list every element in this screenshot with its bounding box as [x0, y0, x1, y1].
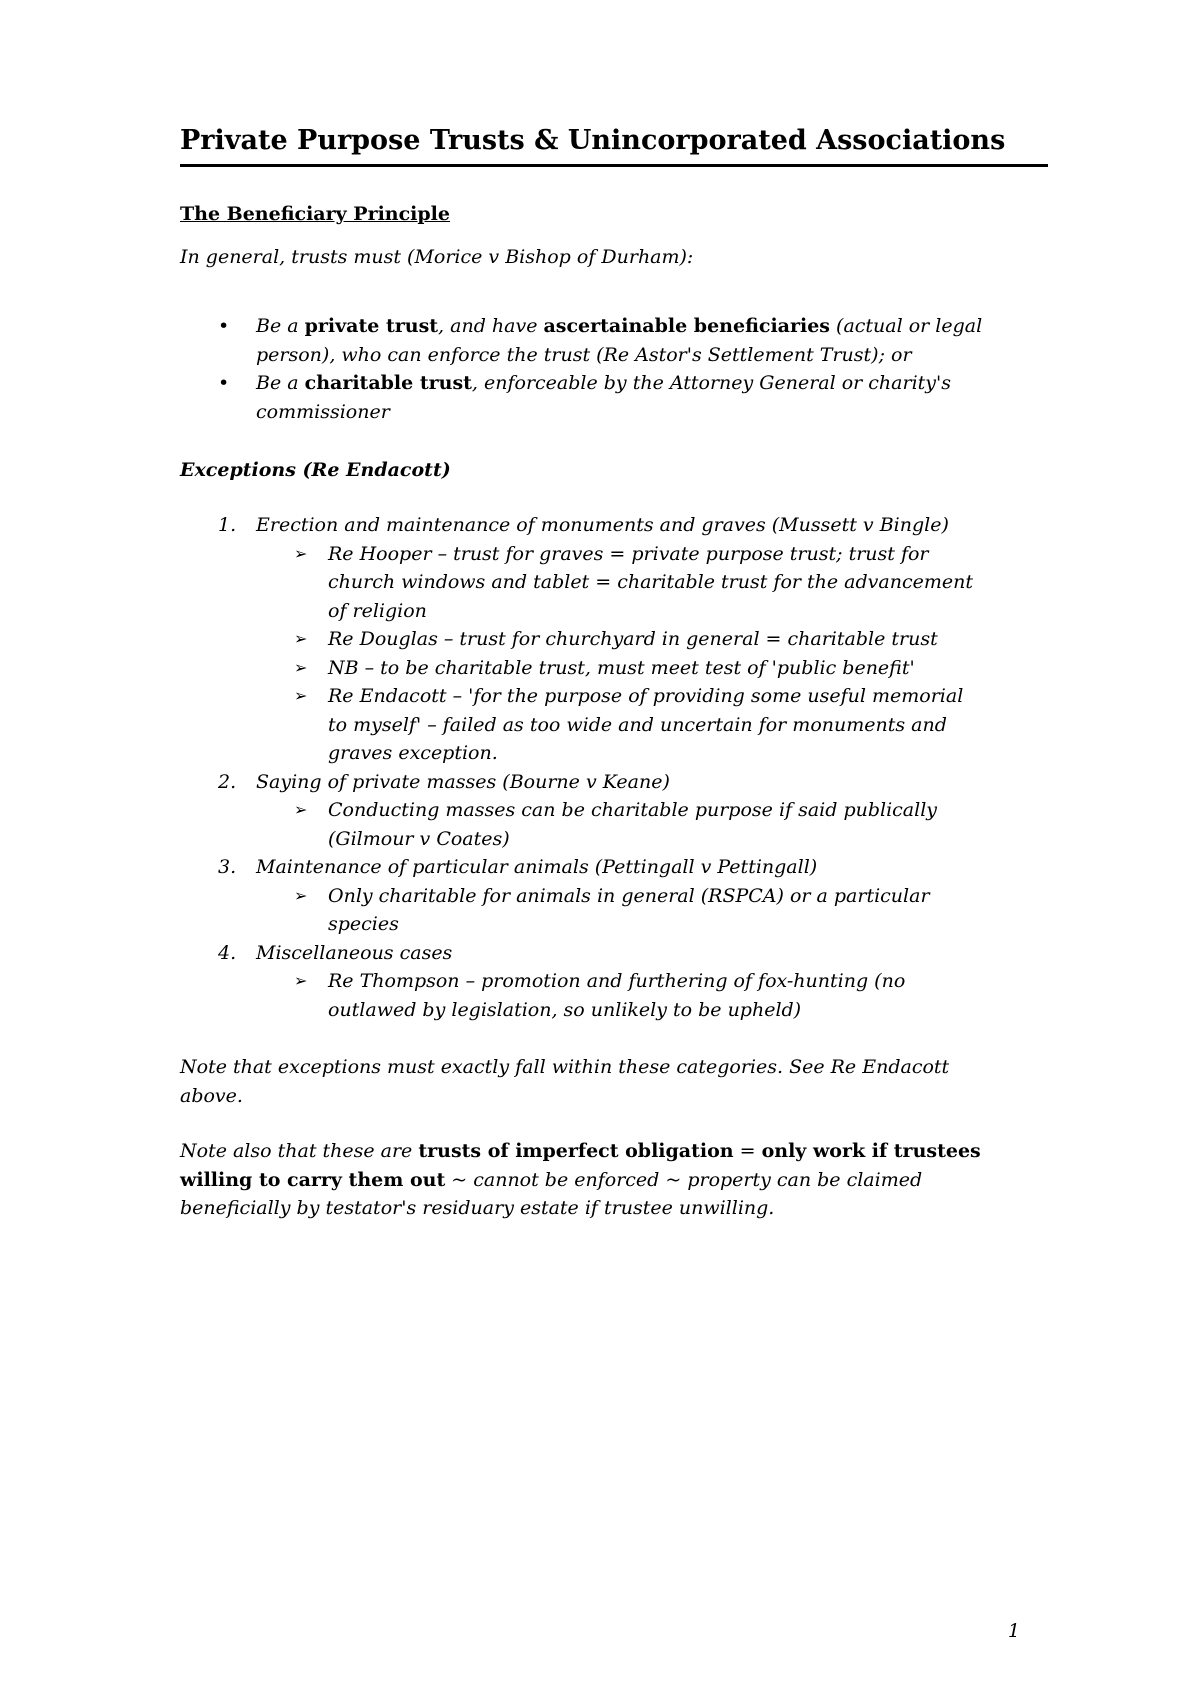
list-number: 2.: [218, 770, 237, 793]
sub-list: [256, 540, 1060, 768]
arrow-bullet-icon: ➢: [294, 971, 308, 990]
sub-list: [256, 882, 1060, 939]
bullet-list: [180, 312, 1060, 426]
exception-item: [180, 853, 1060, 939]
exception-item: [180, 768, 1060, 854]
sub-item: ➢ Re Douglas – trust for churchyard in general = charitable trust: [256, 625, 1060, 654]
note-also-paragraph: Note also that these are trusts of imperfect obligation = only work if trustees willing to carry them out ~ cannot be enforced ~ property can be claimed beneficially by testator's residuary estate if trustee unwilling.: [180, 1140, 981, 1219]
sub-item: ➢ Re Endacott – 'for the purpose of providing some useful memorial to myself' – failed as too wide and uncertain for monuments and graves exception.: [256, 682, 1060, 768]
section-heading: The Beneficiary Principle: [180, 203, 450, 225]
exception-item: [180, 511, 1060, 768]
arrow-bullet-icon: ➢: [294, 543, 308, 563]
bullet-item-charitable-trust: • Be a charitable trust, enforceable by the Attorney General or charity's commissioner: [180, 369, 1060, 426]
arrow-bullet-icon: ➢: [294, 686, 308, 705]
exceptions-list: [180, 511, 1060, 1024]
bullet-item-private-trust: • Be a private trust, and have ascertainable beneficiaries (actual or legal person), who can enforce the trust (Re Astor's Settlement Trust); or: [180, 312, 1060, 369]
exception-text: Maintenance of particular animals (Pettingall v Pettingall): [256, 856, 818, 878]
exception-item: [180, 939, 1060, 1025]
exception-text: Erection and maintenance of monuments and graves (Mussett v Bingle): [256, 514, 949, 536]
note-paragraph: Note that exceptions must exactly fall within these categories. See Re Endacott above.: [180, 1056, 950, 1107]
bullet-icon: •: [218, 315, 230, 337]
sub-item: ➢ Re Hooper – trust for graves = private purpose trust; trust for church windows and tablet = charitable trust for the advancement of religion: [256, 540, 1060, 626]
sub-item: ➢ NB – to be charitable trust, must meet test of 'public benefit': [256, 654, 1060, 683]
exception-text: Miscellaneous cases: [256, 941, 453, 964]
page-number: 1: [1007, 1620, 1020, 1642]
sub-list: [256, 967, 1060, 1024]
arrow-bullet-icon: ➢: [294, 657, 308, 677]
bullet-icon: •: [218, 372, 230, 394]
intro-paragraph: In general, trusts must (Morice v Bishop of Durham):: [180, 246, 694, 268]
arrow-bullet-icon: ➢: [294, 629, 308, 648]
document-title: Private Purpose Trusts & Unincorporated Associations: [180, 124, 1048, 167]
arrow-bullet-icon: ➢: [294, 885, 308, 905]
list-number: 3.: [218, 856, 237, 878]
list-number: 4.: [218, 941, 237, 964]
arrow-bullet-icon: ➢: [294, 800, 308, 819]
list-number: 1.: [218, 514, 237, 536]
exception-text: Saying of private masses (Bourne v Keane): [256, 770, 670, 793]
sub-list: [256, 796, 1060, 853]
sub-item: ➢ Only charitable for animals in general (RSPCA) or a particular species: [256, 882, 1060, 939]
sub-item: ➢ Conducting masses can be charitable purpose if said publically (Gilmour v Coates): [256, 796, 1060, 853]
sub-item: ➢ Re Thompson – promotion and furthering of fox-hunting (no outlawed by legislation, so unlikely to be upheld): [256, 967, 1060, 1024]
exceptions-heading: Exceptions (Re Endacott): [180, 459, 451, 481]
